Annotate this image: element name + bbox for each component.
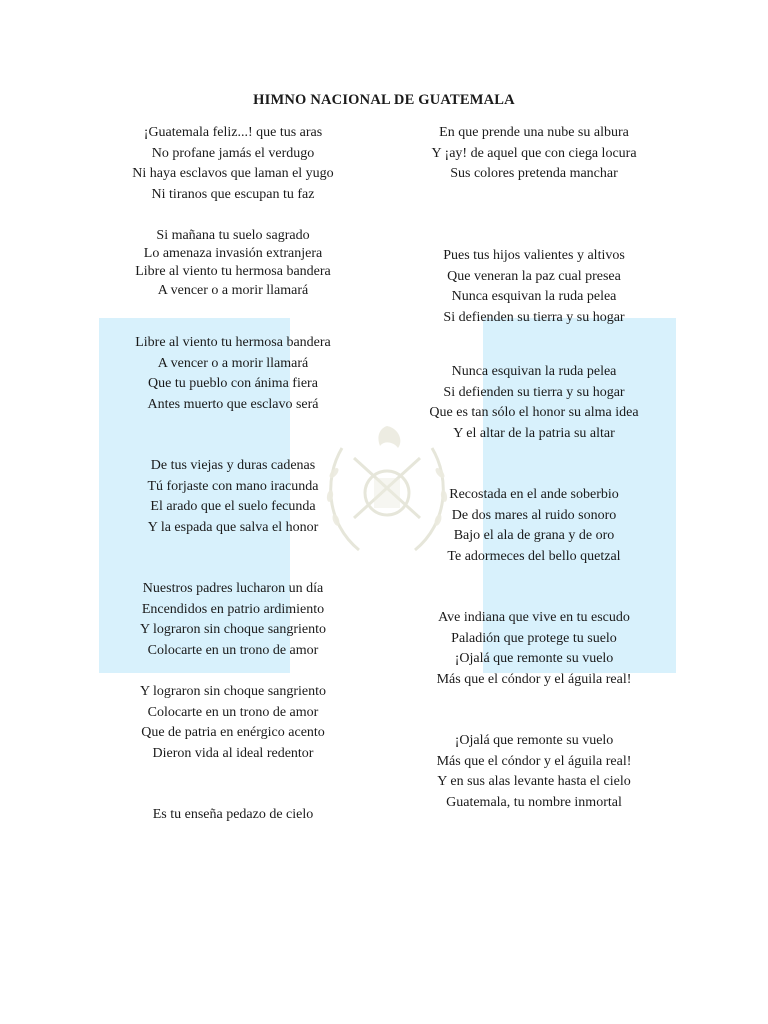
verse-line: Que de patria en enérgico acento (141, 725, 325, 741)
stanza (73, 805, 393, 826)
stanza (374, 246, 694, 328)
stanza (374, 362, 694, 444)
verse-line: Libre al viento tu hermosa bandera (135, 264, 331, 280)
verse-line: Si mañana tu suelo sagrado (156, 228, 310, 243)
verse-line: ¡Ojalá que remonte su vuelo (454, 651, 614, 667)
verse-line: Ni tiranos que escupan tu faz (151, 186, 315, 202)
stanza (374, 731, 694, 813)
page-title: HIMNO NACIONAL DE GUATEMALA (253, 92, 515, 108)
stanza (374, 123, 694, 185)
verse-line: Es tu enseña pedazo de cielo (152, 807, 314, 822)
stanza (374, 485, 694, 567)
verse-line: Nunca esquivan la ruda pelea (451, 289, 617, 305)
verse-line: Ave indiana que vive en tu escudo (438, 610, 630, 625)
stanza (73, 456, 393, 538)
verse-line: Sus colores pretenda manchar (450, 166, 618, 182)
verse-line: Colocarte en un trono de amor (147, 642, 319, 658)
verse-line: Libre al viento tu hermosa bandera (135, 335, 331, 350)
verse-line: De dos mares al ruido sonoro (451, 507, 617, 523)
verse-line: En que prende una nube su albura (439, 125, 629, 140)
verse-line: Y lograron sin choque sangriento (139, 684, 327, 699)
verse-line: Paladión que protege tu suelo (451, 630, 617, 646)
stanza (374, 608, 694, 690)
verse-line: Dieron vida al ideal redentor (152, 745, 314, 761)
verse-line: Tú forjaste con mano iracunda (147, 478, 319, 494)
verse-line: Que tu pueblo con ánima fiera (148, 376, 318, 392)
verse-line: Más que el cóndor y el águila real! (436, 753, 632, 769)
verse-line: Y el altar de la patria su altar (453, 425, 615, 441)
verse-line: El arado que el suelo fecunda (150, 499, 316, 515)
verse-line: ¡Ojalá que remonte su vuelo (454, 733, 614, 748)
verse-line: Si defienden su tierra y su hogar (443, 384, 625, 400)
verse-line: Ni haya esclavos que laman el yugo (132, 166, 334, 182)
verse-line: No profane jamás el verdugo (151, 145, 315, 161)
verse-line: A vencer o a morir llamará (157, 355, 309, 371)
verse-line: Nuestros padres lucharon un día (142, 581, 324, 596)
stanza (73, 579, 393, 661)
verse-line: Y lograron sin choque sangriento (139, 622, 327, 638)
verse-line: Si defienden su tierra y su hogar (443, 309, 625, 325)
verse-line: Que es tan sólo el honor su alma idea (429, 405, 639, 421)
verse-line: Y la espada que salva el honor (147, 519, 319, 535)
verse-line: ¡Guatemala feliz...! que tus aras (143, 125, 323, 140)
verse-line: A vencer o a morir llamará (157, 282, 309, 298)
verse-line: Más que el cóndor y el águila real! (436, 671, 632, 687)
stanza (73, 333, 393, 415)
verse-line: Colocarte en un trono de amor (147, 704, 319, 720)
verse-line: Nunca esquivan la ruda pelea (451, 364, 617, 379)
verse-line: Lo amenaza invasión extranjera (143, 246, 323, 262)
verse-line: Y ¡ay! de aquel que con ciega locura (431, 145, 637, 161)
verse-line: Recostada en el ande soberbio (449, 487, 619, 502)
verse-line: De tus viejas y duras cadenas (150, 458, 316, 473)
stanza (73, 123, 393, 205)
stanza (73, 227, 393, 300)
verse-line: Te adormeces del bello quetzal (447, 548, 621, 564)
verse-line: Y en sus alas levante hasta el cielo (437, 774, 631, 790)
verse-line: Antes muerto que esclavo será (147, 396, 319, 412)
verse-line: Pues tus hijos valientes y altivos (443, 248, 625, 263)
verse-line: Encendidos en patrio ardimiento (141, 601, 325, 617)
verse-line: Bajo el ala de grana y de oro (453, 528, 615, 544)
verse-line: Guatemala, tu nombre inmortal (446, 794, 622, 810)
verse-line: Que veneran la paz cual presea (447, 268, 621, 284)
stanza (73, 682, 393, 764)
